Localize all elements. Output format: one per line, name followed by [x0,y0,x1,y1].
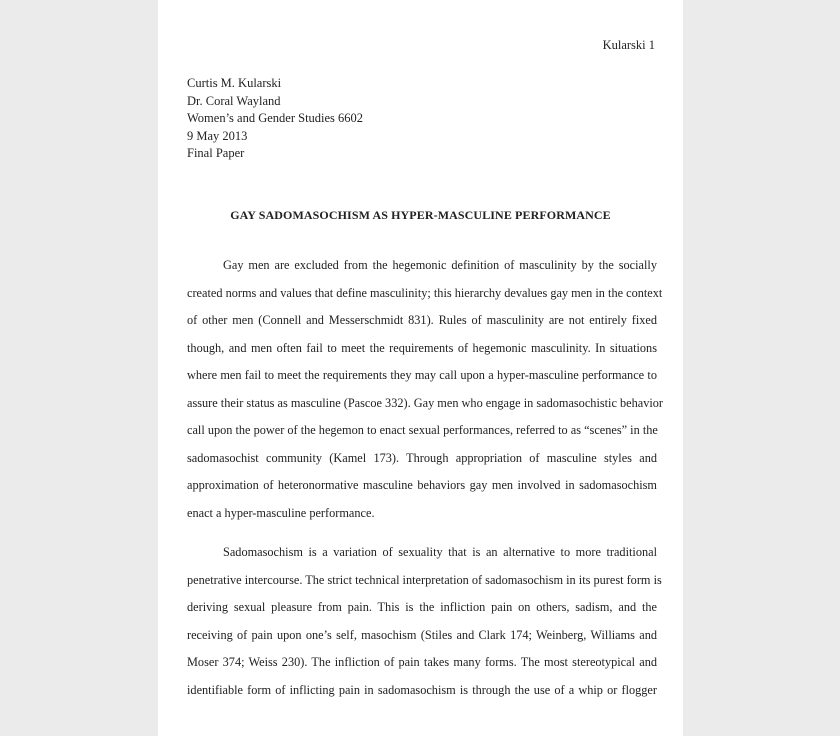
paragraph-line: though, and men often fail to meet the requirements of hegemonic masculinity. In situations [187,340,657,355]
paragraph-line: approximation of heteronormative masculine behaviors gay men involved in sadomasochism [187,478,657,492]
assignment-type: Final Paper [187,146,245,160]
paragraph-line: created norms and values that define masculinity; this hierarchy devalues gay men in the context [187,285,663,300]
instructor-name: Dr. Coral Wayland [187,93,281,108]
paragraph-line: receiving of pain upon one’s self, masochism (Stiles and Clark 174; Weinberg, Williams and [187,627,657,642]
running-header: Kularski 1 [602,38,655,52]
document-page [158,0,683,736]
paragraph-line: penetrative intercourse. The strict technical interpretation of sadomasochism in its purest form is [187,572,662,587]
paragraph-line: Sadomasochism is a variation of sexuality that is an alternative to more traditional [223,545,657,559]
paragraph-line: identifiable form of inflicting pain in sadomasochism is through the use of a whip or flogger [187,682,657,697]
heading-block [187,75,363,163]
paper-title: GAY SADOMASOCHISM AS HYPER-MASCULINE PERFORMANCE [230,208,611,222]
date: 9 May 2013 [187,128,248,143]
paragraph-line: where men fail to meet the requirements they may call upon a hyper-masculine performance to [187,368,657,382]
paragraph-line: Gay men are excluded from the hegemonic definition of masculinity by the socially [223,258,657,272]
paragraph-line: Moser 374; Weiss 230). The infliction of pain takes many forms. The most stereotypical and [187,655,657,669]
paragraph-line: assure their status as masculine (Pascoe 332). Gay men who engage in sadomasochistic behavior [187,395,664,410]
paragraph-line: of other men (Connell and Messerschmidt 831). Rules of masculinity are not entirely fixed [187,313,657,327]
paragraph-line: deriving sexual pleasure from pain. This is the infliction pain on others, sadism, and the [187,600,657,614]
course-name: Women’s and Gender Studies 6602 [187,111,364,125]
paragraph-line: call upon the power of the hegemon to enact sexual performances, referred to as “scenes” in the [187,423,658,437]
paragraph-line: enact a hyper-masculine performance. [187,505,375,520]
author-name: Curtis M. Kularski [187,76,282,90]
paragraph-line: sadomasochist community (Kamel 173). Through appropriation of masculine styles and [187,450,657,465]
